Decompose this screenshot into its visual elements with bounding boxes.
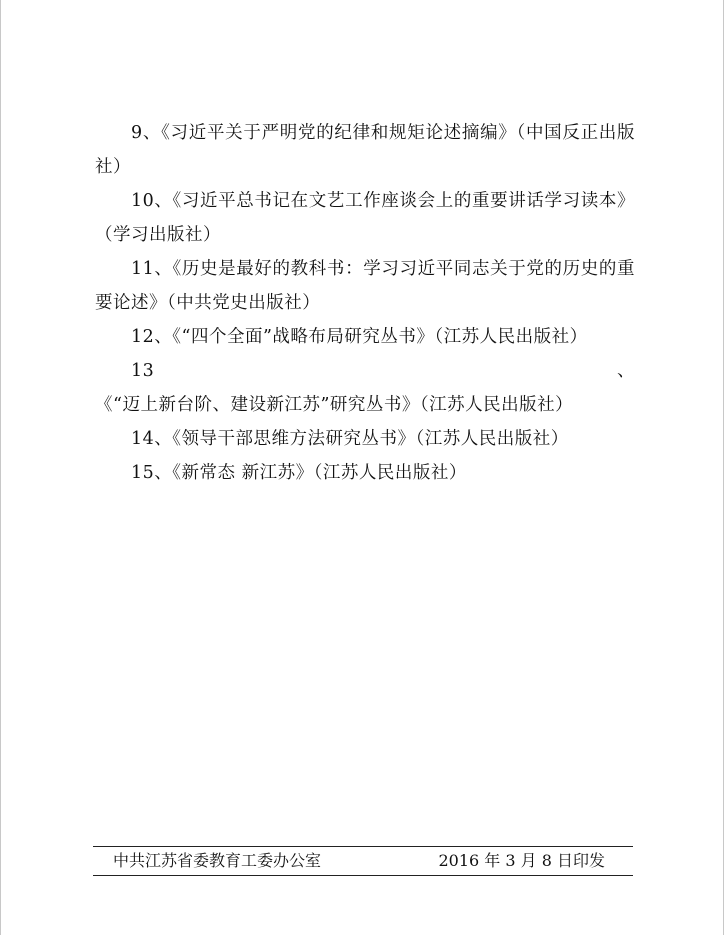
- item-text: 《“迈上新台阶、建设新江苏”研究丛书》（江苏人民出版社）: [95, 395, 574, 415]
- footer-issuer: 中共江苏省委教育工委办公室: [113, 851, 322, 870]
- footer-date: 2016 年 3 月 8 日印发: [438, 851, 605, 870]
- item-number: 9、: [131, 123, 162, 143]
- item-number: 13、: [131, 361, 635, 381]
- list-item: [95, 354, 635, 422]
- list-item: [95, 252, 635, 320]
- list-item: [95, 456, 635, 490]
- item-number: 14、: [131, 429, 173, 449]
- list-item: [95, 320, 635, 354]
- book-list: [95, 116, 635, 490]
- item-text: 《新常态 新江苏》（江苏人民出版社）: [172, 463, 467, 483]
- item-text: 《领导干部思维方法研究丛书》（江苏人民出版社）: [172, 429, 569, 449]
- list-item: [95, 184, 635, 252]
- document-footer: [93, 846, 633, 876]
- item-number: 15、: [131, 463, 173, 483]
- item-number: 10、: [131, 191, 173, 211]
- list-item: [95, 116, 635, 184]
- item-text: 《“四个全面”战略布局研究丛书》（江苏人民出版社）: [172, 327, 588, 347]
- item-number: 12、: [131, 327, 173, 347]
- item-text: 《历史是最好的教科书：学习习近平同志关于党的历史的重要论述》（中共党史出版社）: [95, 259, 635, 313]
- item-text: 《习近平关于严明党的纪律和规矩论述摘编》（中国反正出版社）: [95, 123, 636, 177]
- item-number: 11、: [131, 259, 173, 279]
- item-text: 《习近平总书记在文艺工作座谈会上的重要讲话学习读本》（学习出版社）: [95, 191, 635, 245]
- list-item: [95, 422, 635, 456]
